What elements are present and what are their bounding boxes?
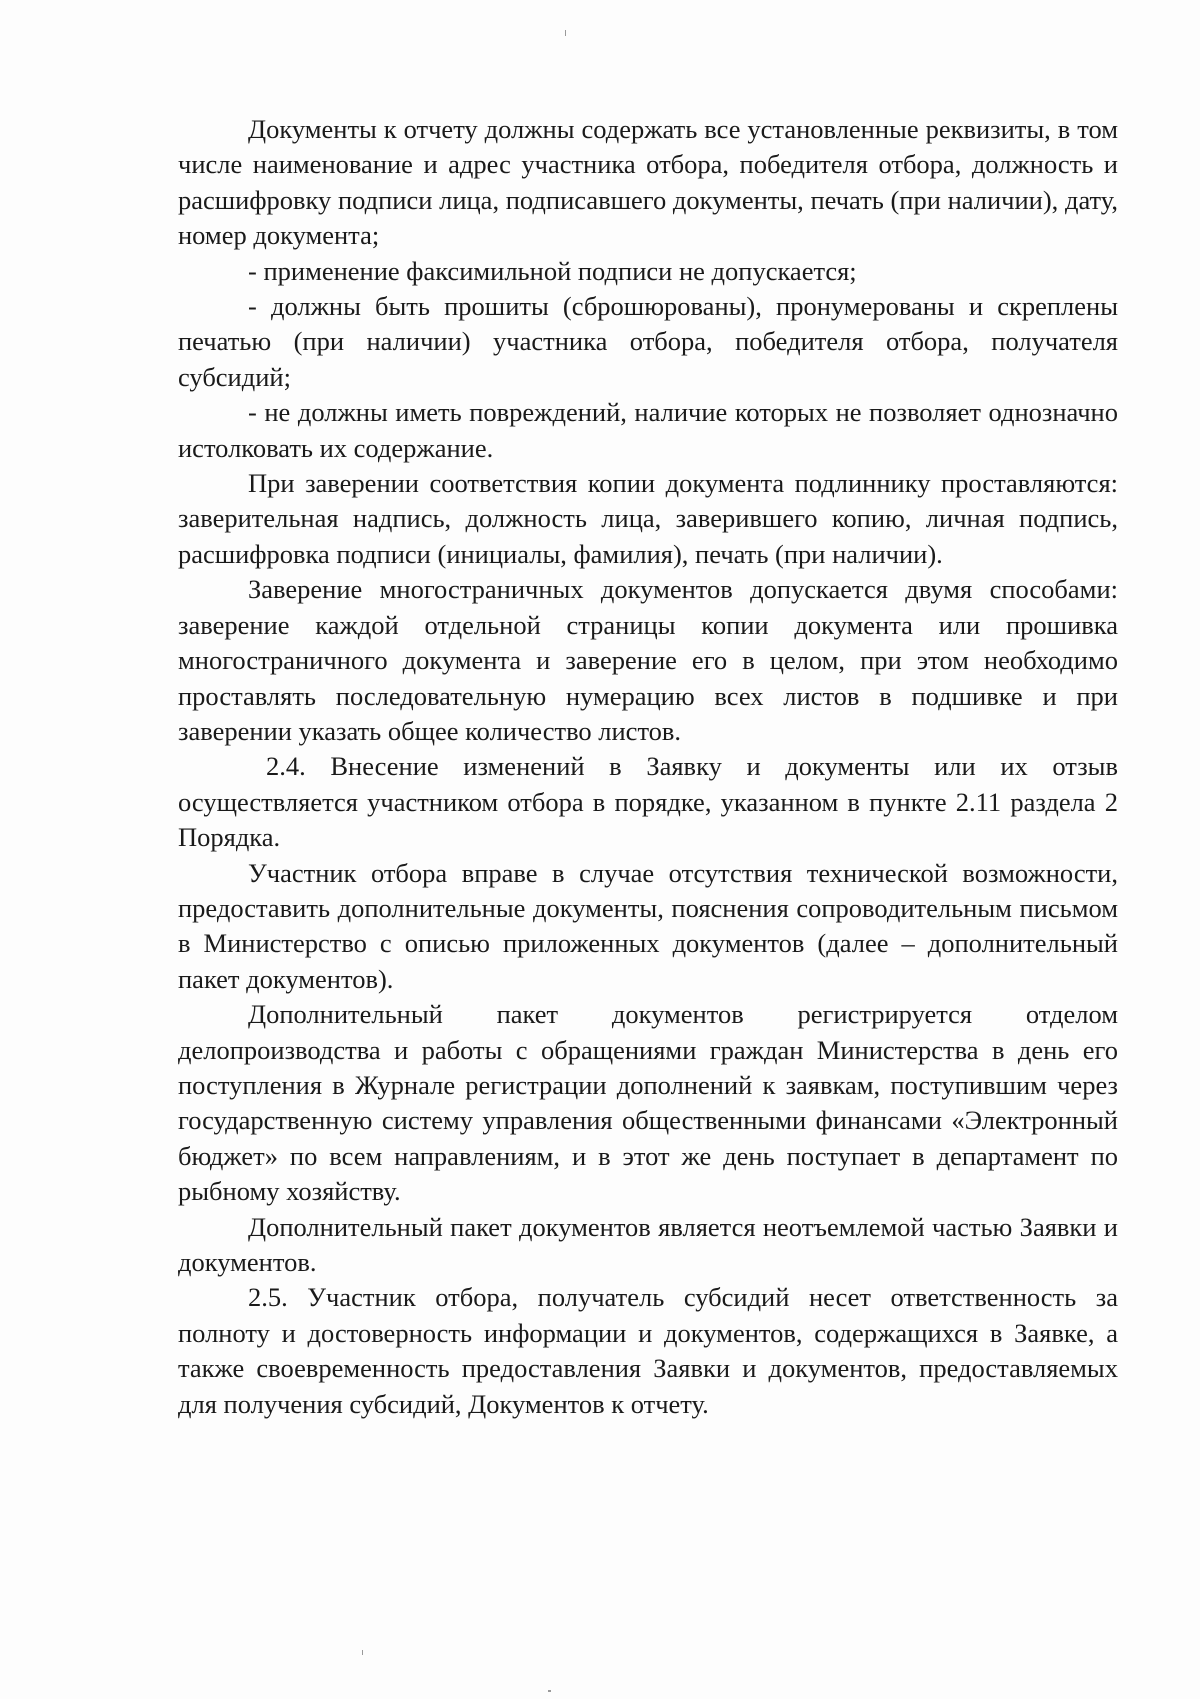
- paragraph-report-documents-requisites: Документы к отчету должны содержать все установленные реквизиты, в том числе наименование и адрес участника отбора, победителя отбора, должность и расшифровку подписи лица, подписавшего документы, печать (при наличии), дату, номер документа;: [178, 114, 1118, 251]
- document-body: [178, 112, 1118, 1422]
- paragraph-additional-documents: Участник отбора вправе в случае отсутствия технической возможности, предоставить дополнительные документы, пояснения сопроводительным письмом в Министерство с описью приложенных документов (далее – дополнительный пакет документов).: [178, 857, 1118, 994]
- paragraph-multipage-certification: Заверение многостраничных документов допускается двумя способами: заверение каждой отдельной страницы копии документа или прошивка многостраничного документа и заверение его в целом, при этом необходимо проставлять последовательную нумерацию всех листов в подшивке и при заверении указать общее количество листов.: [178, 574, 1118, 746]
- paragraph-stitched-numbered: - должны быть прошиты (сброшюрованы), пронумерованы и скреплены печатью (при наличии) участника отбора, победителя отбора, получателя субсидий;: [178, 291, 1118, 392]
- paragraph-facsimile-not-allowed: - применение факсимильной подписи не допускается;: [248, 255, 857, 286]
- paragraph-copy-certification: При заверении соответствия копии документа подлиннику проставляются: заверительная надпись, должность лица, заверившего копию, личная подпись, расшифровка подписи (инициалы, фамилия), печать (при наличии).: [178, 468, 1118, 569]
- paragraph-no-damage: - не должны иметь повреждений, наличие которых не позволяет однозначно истолковать их содержание.: [178, 397, 1118, 463]
- scan-speck-top: [565, 30, 566, 36]
- paragraph-section-2-5: 2.5. Участник отбора, получатель субсидий несет ответственность за полноту и достоверность информации и документов, содержащихся в Заявке, а также своевременность предоставления Заявки и документов, предоставляемых для получения субсидий, Документов к отчету.: [178, 1282, 1118, 1419]
- scan-speck-bottom-center: [548, 1690, 551, 1692]
- paragraph-additional-package-integral: Дополнительный пакет документов является неотъемлемой частью Заявки и документов.: [178, 1211, 1118, 1277]
- scan-speck-bottom-left: [362, 1650, 363, 1655]
- paragraph-section-2-4: 2.4. Внесение изменений в Заявку и документы или их отзыв осуществляется участником отбора в порядке, указанном в пункте 2.11 раздела 2 Порядка.: [178, 751, 1118, 853]
- paragraph-additional-package-registration: Дополнительный пакет документов регистрируется отделом делопроизводства и работы с обращениями граждан Министерства в день его поступления в Журнале регистрации дополнений к заявкам, поступившим через государственную систему управления общественными финансами «Электронный бюджет» по всем направлениям, и в этот же день поступает в департамент по рыбному хозяйству.: [178, 999, 1118, 1207]
